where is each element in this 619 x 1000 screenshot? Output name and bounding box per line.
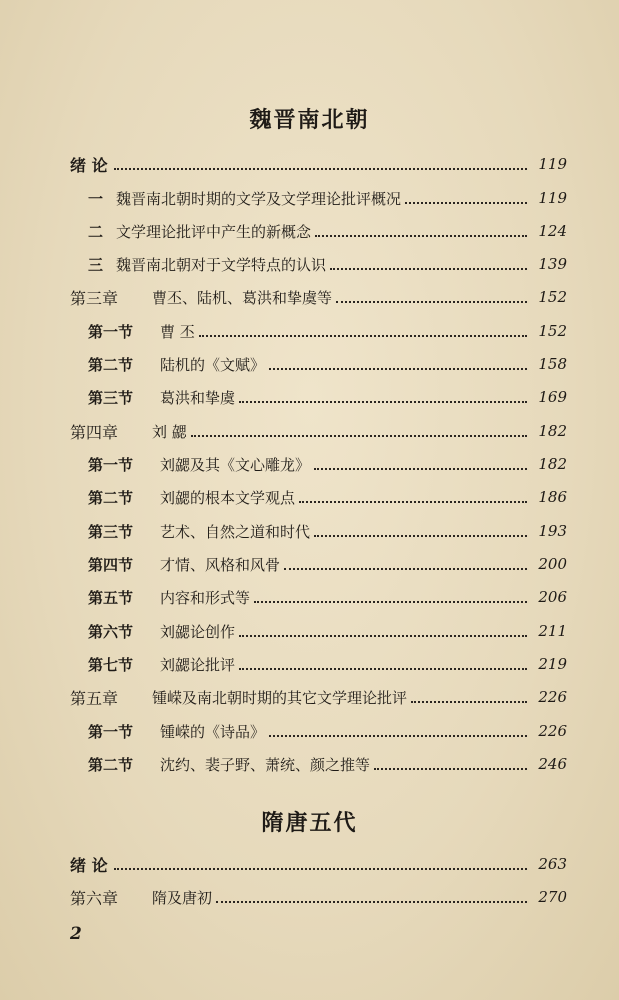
toc-entry [88,719,567,743]
page-ref: 263 [538,855,567,873]
toc-entry [88,352,567,376]
dot-leader [284,566,527,570]
section-entry-title: 葛洪和挚虞 [160,388,236,407]
dot-leader [216,899,527,903]
page-ref: 182 [538,422,567,440]
section-entry-title: 刘勰论创作 [160,622,236,641]
dot-leader [239,633,527,637]
section-number: 第二节 [88,355,134,374]
item-title: 魏晋南北朝时期的文学及文学理论批评概况 [116,189,402,208]
toc-entry [88,219,567,243]
page-ref: 139 [538,255,567,273]
section-entry-title: 刘勰论批评 [160,655,236,674]
page-ref: 119 [538,155,567,173]
page-ref: 124 [538,222,567,240]
dot-leader [330,266,527,270]
section-number: 第三节 [88,522,134,541]
toc-entry [70,285,567,309]
page-ref: 200 [538,555,567,573]
toc-entry [88,619,567,643]
chapter-number: 第五章 [70,688,119,708]
section-title: 隋唐五代 [261,810,358,836]
chapter-title: 锺嵘及南北朝时期的其它文学理论批评 [152,688,408,707]
section-number: 第一节 [88,722,134,741]
dot-leader [269,366,527,370]
item-number: 一 [88,189,104,208]
page-ref: 193 [538,522,567,540]
chapter-number: 第四章 [70,422,119,442]
dot-leader [239,399,527,403]
section-entry-title: 艺术、自然之道和时代 [160,522,311,541]
page-ref: 206 [538,588,567,606]
dot-leader [199,333,527,337]
page-ref: 270 [538,888,567,906]
section-entry-title: 刘勰的根本文学观点 [160,488,296,507]
page-ref: 152 [538,322,567,340]
page-ref: 152 [538,288,567,306]
toc-entry [88,485,567,509]
toc-entry [88,385,567,409]
chapter-title: 曹丕、陆机、葛洪和挚虞等 [152,288,333,307]
section-number: 第一节 [88,455,134,474]
toc-entry [88,452,567,476]
page-ref: 182 [538,455,567,473]
item-number: 二 [88,222,104,241]
toc-entry [88,519,567,543]
toc-entry [70,852,567,876]
section-number: 第一节 [88,322,134,341]
dot-leader [314,466,527,470]
dot-leader [191,433,527,437]
section-entry-title: 锺嵘的《诗品》 [160,722,266,741]
intro-label: 绪 论 [70,855,108,875]
page-ref: 226 [538,722,567,740]
item-title: 魏晋南北朝对于文学特点的认识 [116,255,327,274]
dot-leader [269,733,527,737]
section-title: 魏晋南北朝 [249,107,370,133]
toc-entry [88,652,567,676]
item-title: 文学理论批评中产生的新概念 [116,222,312,241]
page-ref: 119 [538,189,567,207]
section-number: 第四节 [88,555,134,574]
section-number: 第六节 [88,622,134,641]
section-entry-title: 曹 丕 [160,322,195,341]
item-number: 三 [88,255,104,274]
page-ref: 211 [538,622,567,640]
dot-leader [336,299,527,303]
toc-entry [88,186,567,210]
page-ref: 219 [538,655,567,673]
section-entry-title: 内容和形式等 [160,588,251,607]
dot-leader [374,766,527,770]
page-ref: 158 [538,355,567,373]
page-ref: 186 [538,488,567,506]
page-number: 2 [70,924,82,944]
dot-leader [411,699,527,703]
section-number: 第二节 [88,755,134,774]
toc-entry [70,885,567,909]
dot-leader [254,599,527,603]
page-ref: 226 [538,688,567,706]
section-entry-title: 才情、风格和风骨 [160,555,281,574]
section-entry-title: 沈约、裴子野、萧统、颜之推等 [160,755,371,774]
toc-entry [88,319,567,343]
page-ref: 246 [538,755,567,773]
dot-leader [405,200,527,204]
section-number: 第二节 [88,488,134,507]
section-number: 第七节 [88,655,134,674]
section-number: 第三节 [88,388,134,407]
dot-leader [314,533,527,537]
dot-leader [239,666,527,670]
dot-leader [315,233,527,237]
toc-entry [70,685,567,709]
page-ref: 169 [538,388,567,406]
chapter-title: 隋及唐初 [152,888,213,907]
intro-label: 绪 论 [70,155,108,175]
toc-entry [70,152,567,176]
dot-leader [114,166,527,170]
chapter-number: 第六章 [70,888,119,908]
toc-entry [88,585,567,609]
toc-entry [88,552,567,576]
section-entry-title: 陆机的《文赋》 [160,355,266,374]
dot-leader [299,499,527,503]
section-entry-title: 刘勰及其《文心雕龙》 [160,455,311,474]
toc-entry [70,419,567,443]
chapter-title: 刘 勰 [152,422,187,441]
dot-leader [114,866,527,870]
toc-entry [88,752,567,776]
section-number: 第五节 [88,588,134,607]
chapter-number: 第三章 [70,288,119,308]
toc-entry [88,252,567,276]
